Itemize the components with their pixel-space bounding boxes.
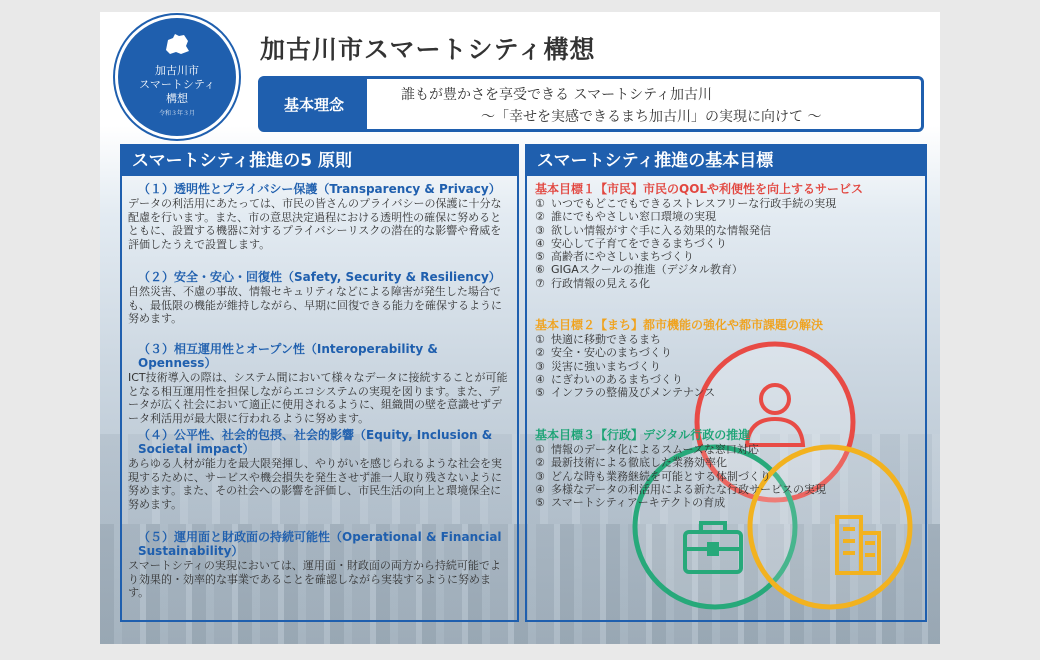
concept-sub-text: ～「幸せを実感できるまち加古川」の実現に向けて ～ <box>481 109 822 125</box>
goal-item: ① 情報のデータ化によるスムーズな窓口対応 <box>535 443 759 456</box>
goal-item: ② 安全・安心のまちづくり <box>535 346 672 360</box>
goal-item: ⑦ 行政情報の見える化 <box>535 276 650 290</box>
goal-item: ④ 安心して子育てをできるまちづくり <box>535 236 727 250</box>
goals-title: スマートシティ推進の基本目標 <box>527 146 925 176</box>
goal-item: ⑥ GIGAスクールの推進（デジタル教育） <box>535 263 743 277</box>
principle-body: 自然災害、不慮の事故、情報セキュリティなどによる障害が発生した場合でも、最低限の機能が維持しながら、早期に回復できる能力を確保するように努めます。 <box>128 285 502 325</box>
goal-item: ⑤ スマートシティアーキテクトの育成 <box>535 496 726 510</box>
principle-item <box>128 428 508 511</box>
principle-body: ICT技術導入の際は、システム間において様々なデータに接続することが可能となる相互運用性を担保しながらエコシステムの実現を図ります。また、データが広く社会において適正に使用されるように、組織間の壁を意識せずデータ利活用が最大限に行われるように努めます。 <box>128 371 508 425</box>
goal-item: ② 誰にでもやさしい窓口環境の実現 <box>535 210 716 224</box>
principle-heading: （５）運用面と財政面の持続可能性（Operational & Financial Sustainability） <box>138 530 502 558</box>
goal-heading: 基本目標２【まち】都市機能の強化や都市課題の解決 <box>535 318 824 332</box>
concept-label: 基本理念 <box>261 79 367 129</box>
goal-block <box>535 428 915 509</box>
principles-panel <box>120 144 519 622</box>
principles-title: スマートシティ推進の5 原則 <box>122 146 517 176</box>
kakogawa-city-map-icon <box>162 32 192 56</box>
goal-item: ③ 災害に強いまちづくり <box>535 359 661 373</box>
slide <box>100 12 940 644</box>
principle-item <box>128 182 508 251</box>
goal-item: ① 快適に移動できるまち <box>535 333 661 346</box>
page-title: 加古川市スマートシティ構想 <box>260 35 596 64</box>
goal-item: ② 最新技術による徹底した業務効率化 <box>535 456 727 470</box>
principle-heading: （１）透明性とプライバシー保護（Transparency & Privacy） <box>138 182 501 196</box>
goal-item: ④ にぎわいのあるまちづくり <box>535 372 683 386</box>
goal-item: ③ どんな時も業務継続を可能とする体制づくり <box>535 469 771 483</box>
principle-body: あらゆる人材が能力を最大限発揮し、やりがいを感じられるような社会を実現するために、サービスや機会損失を発生させず誰一人取り残さないように努めます。また、その社会への影響を評価し、市民生活の向上と環境保全に努めます。 <box>128 457 502 511</box>
goal-item: ④ 多様なデータの利活用による新たな行政サービスの実現 <box>535 482 826 496</box>
principle-heading: （４）公平性、社会的包摂、社会的影響（Equity, Inclusion & Societal impact） <box>138 428 493 456</box>
principle-heading: （３）相互運用性とオープン性（Interoperability & Openness） <box>138 342 438 370</box>
principle-item <box>128 530 508 600</box>
goal-heading: 基本目標１【市民】市民のQOLや利便性を向上するサービス <box>535 182 864 196</box>
principle-body: データの利活用にあたっては、市民の皆さんのプライバシーの保護に十分な配慮を行います。また、市の意思決定過程における透明性の確保に努めるとともに、設置する機器に対するプライバシーリスクの潜在的な影響や脅威を評価したうえで設置します。 <box>128 197 502 251</box>
goal-item: ③ 欲しい情報がすぐ手に入る効果的な情報発信 <box>535 223 771 237</box>
principle-heading: （２）安全・安心・回復性（Safety, Security & Resiliency） <box>138 270 501 284</box>
goals-panel <box>525 144 927 622</box>
goal-block <box>535 182 915 290</box>
principle-item <box>128 342 508 425</box>
city-emblem <box>118 18 236 136</box>
emblem-text: 加古川市 スマートシティ 構想 <box>139 64 215 105</box>
goal-block <box>535 318 915 399</box>
goal-item: ⑤ インフラの整備及びメンテナンス <box>535 386 716 400</box>
emblem-date: 令和３年３月 <box>158 110 195 117</box>
goal-heading: 基本目標３【行政】デジタル行政の推進 <box>535 428 751 442</box>
goal-item: ⑤ 高齢者にやさしいまちづくり <box>535 250 694 264</box>
principle-body: スマートシティの実現においては、運用面・財政面の両方から持続可能でより効果的・効率的な事業であることを確認しながら実装するように努めます。 <box>128 559 501 599</box>
concept-main-text: 誰もが豊かさを享受できる スマートシティ加古川 <box>401 87 713 103</box>
basic-concept-box <box>258 76 924 132</box>
principle-item <box>128 270 508 326</box>
goal-item: ① いつでもどこでもできるストレスフリーな行政手続の実現 <box>535 197 837 210</box>
